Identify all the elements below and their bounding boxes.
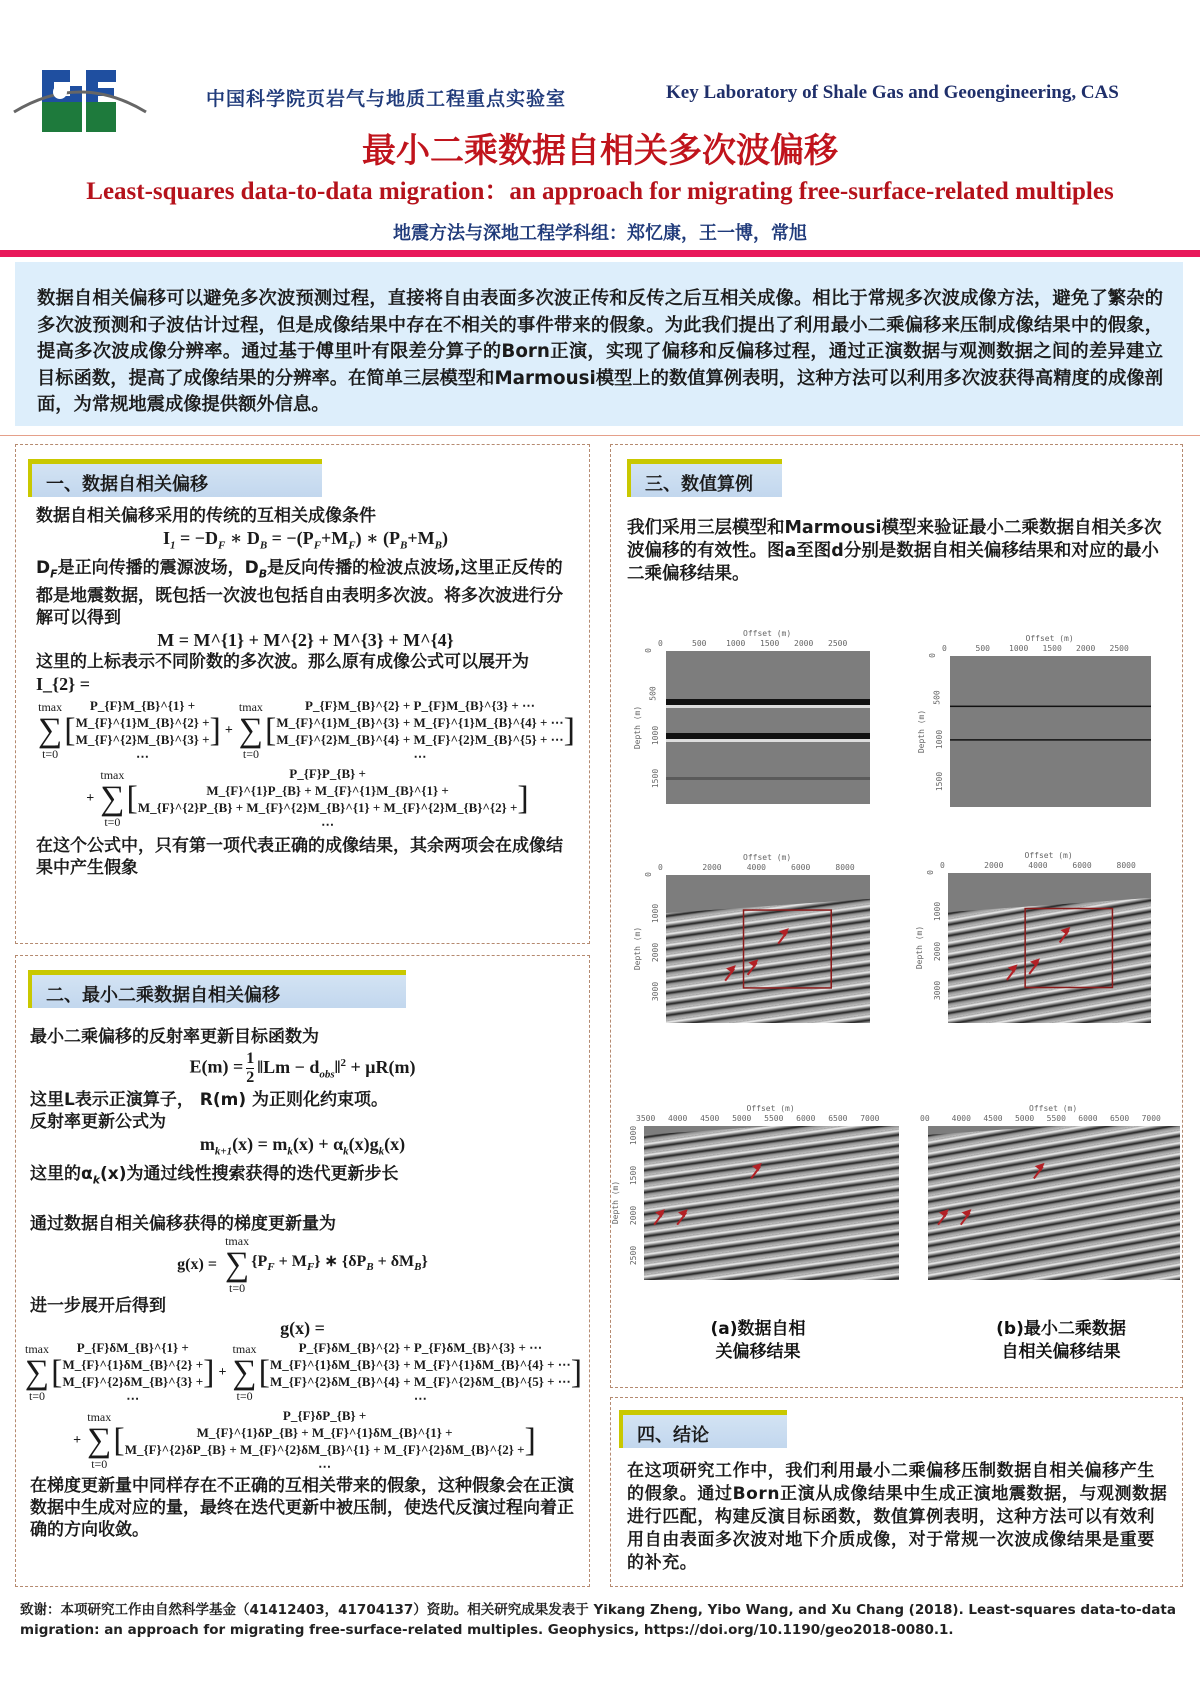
equation-term-line: M_{F}^{2}P_{B} + M_{F}^{2}M_{B}^{1} + M_{F}^{2}M_{B}^{2} + bbox=[137, 799, 518, 815]
x-tick-label: 6000 bbox=[1072, 861, 1092, 870]
reflector-line bbox=[666, 699, 870, 705]
x-tick-label: 7000 bbox=[860, 1114, 880, 1123]
caption-a: (a)数据自相 关偏移结果 bbox=[710, 1319, 806, 1362]
s1-sum-row-1: tmax ∑ t=0 [ P_{F}M_{B}^{1} + M_{F}^{1}M_{B}^{2} + M_{F}^{2}M_{B}^{3} + ⋯ ] + tmax ∑ t=0 [ P_{F}M_{B}^{2} + P_{F}M_{B}^{3} + ⋯ M_{F}^{1}M_{B}^{3} + M_{F}^{1}M_{B}^{4} + ⋯ M_{F}^{2}M_{B}^{4} + M_{F}^{2}M_{B}^{5} + ⋯ ⋯ ] bbox=[38, 697, 575, 764]
y-tick-label: 0 bbox=[643, 648, 653, 653]
equation-term-line: M_{F}^{2}δM_{B}^{3} + bbox=[62, 1373, 204, 1389]
equation-term-line: M_{F}^{2}M_{B}^{3} + bbox=[75, 731, 210, 747]
equation-term-line: P_{F}M_{B}^{1} + bbox=[89, 697, 196, 713]
y-tick-label: 1000 bbox=[629, 1126, 639, 1146]
y-tick-label: 2000 bbox=[651, 942, 661, 963]
s1-sum-row-2: + tmax ∑ t=0 [ P_{F}P_{B} + M_{F}^{1}P_{B} + M_{F}^{1}M_{B}^{1} + M_{F}^{2}P_{B} + M_{F}^{2}M_{B}^{1} + M_{F}^{2}M_{B}^{2} + ⋯ ] bbox=[86, 765, 529, 832]
equation-term-line: ⋯ bbox=[413, 1390, 427, 1406]
section-divider bbox=[0, 435, 1200, 436]
x-tick-label: 1500 bbox=[1042, 644, 1062, 653]
x-tick-label: 4000 bbox=[951, 1114, 971, 1123]
arrow-icon bbox=[1029, 960, 1038, 974]
section-1-heading: 一、数据自相关偏移 bbox=[28, 459, 322, 497]
x-axis-label: Offset (m) bbox=[1025, 634, 1074, 643]
s1-eq-i1: $I_1 = -D_F$ ∗ $D_B = -(P_F+M_F)$ ∗ $(P_B+M_B)$ bbox=[163, 528, 448, 552]
x-tick-label: 0 bbox=[658, 639, 663, 648]
x-tick-label: 5000 bbox=[1014, 1114, 1035, 1123]
equation-term-line: ⋯ bbox=[136, 748, 150, 764]
s2-sum-row-1: tmax ∑ t=0 [ P_{F}δM_{B}^{1} + M_{F}^{1}δM_{B}^{2} + M_{F}^{2}δM_{B}^{3} + ⋯ ] + tmax ∑ t=0 [ P_{F}δM_{B}^{2} + P_{F}δM_{B}^{3} + ⋯ M_{F}^{1}δM_{B}^{3} + M_{F}^{1}δM_{B}^{4} + ⋯ M_{F}^{2}δM_{B}^{4} + M_{F}^{2}δM_{B}^{5} + ⋯ ⋯ ] bbox=[24, 1339, 583, 1406]
sum-icon: tmax ∑ t=0 bbox=[87, 1409, 112, 1471]
equation-term-line: M_{F}^{1}M_{B}^{2} + bbox=[75, 714, 210, 730]
x-tick-label: 0 bbox=[658, 863, 663, 872]
acknowledgement: 致谢：本项研究工作由自然科学基金（41412403，41704137）资助。相关研究成果发表于 Yikang Zheng, Yibo Wang, and Xu Chang (2018). Least-squares data-to-data migration: an approach for migrating free-surface-related multiples. Geophysics, https://doi.org/10.1190/geo2018-0080.1. bbox=[20, 1602, 1176, 1638]
equation-term-line: P_{F}M_{B}^{2} + P_{F}M_{B}^{3} + ⋯ bbox=[305, 697, 536, 713]
x-axis-label: Offset (m) bbox=[743, 629, 792, 638]
y-tick-label: 0 bbox=[925, 870, 935, 875]
equation-term-line: P_{F}δM_{B}^{2} + P_{F}δM_{B}^{3} + ⋯ bbox=[298, 1339, 543, 1355]
equation-term-line: M_{F}^{1}M_{B}^{3} + M_{F}^{1}M_{B}^{4} + ⋯ bbox=[276, 714, 564, 730]
sum-icon: tmax ∑ t=0 bbox=[224, 1233, 250, 1295]
y-axis-label: Depth (m) bbox=[915, 925, 925, 970]
x-tick-label: 3500 bbox=[636, 1114, 656, 1123]
arrow-icon bbox=[1007, 966, 1016, 980]
caption-b: (b)最小二乘数据 自相关偏移结果 bbox=[996, 1319, 1126, 1362]
y-tick-label: 3000 bbox=[651, 981, 661, 1001]
y-axis-label: Depth (m) bbox=[633, 926, 643, 971]
s2-sum-c bbox=[125, 1407, 525, 1475]
authors: 地震方法与深地工程学科组：郑忆康，王一博，常旭 bbox=[393, 223, 807, 244]
s2-paragraph: 最小二乘偏移的反射率更新目标函数为 bbox=[30, 1027, 319, 1047]
equation-term-line: M_{F}^{2}M_{B}^{4} + M_{F}^{2}M_{B}^{5} + ⋯ bbox=[276, 731, 564, 747]
x-tick-label: 2000 bbox=[794, 639, 814, 648]
equation-term-line: M_{F}^{2}δM_{B}^{4} + M_{F}^{2}δM_{B}^{5} + ⋯ bbox=[270, 1373, 571, 1389]
s1-paragraph: 在这个公式中，只有第一项代表正确的成像结果，其余两项会在成像结果中产生假象 bbox=[36, 835, 563, 878]
arrow-icon bbox=[725, 967, 734, 981]
reflector-line bbox=[950, 739, 1151, 741]
s2-paragraph: 在梯度更新量中同样存在不正确的互相关带来的假象，这种假象会在正演数据中生成对应的量，最终在迭代更新中被压制，使迭代反演过程向着正确的方向收敛。 bbox=[30, 1475, 574, 1540]
x-tick-label: 500 bbox=[975, 644, 990, 653]
equation-term-line: P_{F}δM_{B}^{1} + bbox=[76, 1339, 189, 1355]
y-tick-label: 2000 bbox=[933, 941, 943, 962]
x-axis-label: Offset (m) bbox=[1029, 1104, 1078, 1113]
x-tick-label: 2000 bbox=[984, 861, 1004, 870]
s1-paragraph: 这里的上标表示不同阶数的多次波。那么原有成像公式可以展开为 bbox=[36, 651, 529, 672]
x-tick-label: 0 bbox=[942, 644, 947, 653]
x-tick-label: 5500 bbox=[1046, 1114, 1066, 1123]
x-tick-label: 500 bbox=[692, 639, 707, 648]
y-tick-label: 0 bbox=[927, 653, 937, 658]
arrow-icon bbox=[748, 961, 757, 975]
arrow-icon bbox=[654, 1211, 663, 1225]
arrow-icon bbox=[1034, 1165, 1043, 1179]
s4-paragraph: 在这项研究工作中，我们利用最小二乘偏移压制数据自相关偏移产生的假象。通过Born正演从成像结果中生成正演地震数据，与观测数据进行匹配，构建反演目标函数，数值算例表明，这种方法可以有效利用自由表面多次波对地下介质成像，对于常规一次波成像结果是重要的补充。 bbox=[627, 1461, 1168, 1573]
header-divider bbox=[0, 250, 1200, 257]
x-tick-label: 1000 bbox=[726, 639, 746, 648]
y-tick-label: 0 bbox=[643, 872, 653, 877]
x-tick-label: 4500 bbox=[983, 1114, 1003, 1123]
x-tick-label: 8000 bbox=[835, 863, 855, 872]
arrow-icon bbox=[751, 1165, 760, 1179]
reflector-sidelobe bbox=[666, 739, 870, 742]
x-axis-label: Offset (m) bbox=[1024, 851, 1073, 860]
x-tick-label: 7000 bbox=[1141, 1114, 1161, 1123]
poster-title-cn: 最小二乘数据自相关多次波偏移 bbox=[362, 131, 838, 171]
x-tick-label: 2000 bbox=[702, 863, 722, 872]
x-tick-label: 00 bbox=[920, 1114, 930, 1123]
x-tick-label: 1000 bbox=[1009, 644, 1029, 653]
x-tick-label: 1500 bbox=[760, 639, 780, 648]
s2-eq-g: g(x) = bbox=[280, 1317, 325, 1338]
equation-term-line: P_{F}δP_{B} + bbox=[282, 1407, 367, 1423]
y-tick-label: 2500 bbox=[629, 1245, 639, 1266]
section-2-box bbox=[15, 955, 590, 1587]
s1-eq-m: M = M^{1} + M^{2} + M^{3} + M^{4} bbox=[157, 629, 454, 650]
lab-name-en: Key Laboratory of Shale Gas and Geoengineering, CAS bbox=[666, 82, 1119, 103]
highlight-box bbox=[1025, 909, 1112, 988]
equation-term-line: M_{F}^{1}δP_{B} + M_{F}^{1}δM_{B}^{1} + bbox=[196, 1424, 453, 1440]
arrow-icon bbox=[938, 1211, 947, 1225]
reflector-line bbox=[666, 733, 870, 739]
y-axis-label: Depth (m) bbox=[633, 705, 643, 749]
arrow-icon bbox=[1060, 929, 1069, 943]
y-tick-label: 500 bbox=[648, 685, 658, 701]
s1-paragraph: $D_F$是正向传播的震源波场，$D_B$是反向传播的检波点波场,这里正反传的都是地震数据，既包括一次波也包括自由表明多次波。将多次波进行分解可以得到 bbox=[36, 557, 563, 628]
x-tick-label: 5000 bbox=[732, 1114, 752, 1123]
arrow-icon bbox=[677, 1211, 686, 1225]
equation-term-line: ⋯ bbox=[321, 816, 335, 832]
seismic-image-2 bbox=[666, 875, 870, 1023]
s2-sum-a bbox=[62, 1339, 203, 1407]
x-tick-label: 2500 bbox=[1109, 644, 1129, 653]
y-tick-label: 1000 bbox=[651, 903, 661, 924]
y-tick-label: 1000 bbox=[651, 725, 661, 746]
abstract: 数据自相关偏移可以避免多次波预测过程，直接将自由表面多次波正传和反传之后互相关成像。相比于常规多次波成像方法，避免了繁杂的多次波预测和子波估计过程，但是成像结果中存在不相关的事件带来的假象。为此我们提出了利用最小二乘偏移来压制成像结果中的假象，提高多次波成像分辨率。通过基于傅里叶有限差分算子的Born正演，实现了偏移和反偏移过程，通过正演数据与观测数据之间的差异建立目标函数，提高了成像结果的分辨率。在简单三层模型和Marmousi模型上的数值算例表明，这种方法可以利用多次波获得高精度的成像剖面，为常规地震成像提供额外信息。 bbox=[15, 262, 1183, 426]
arrow-icon bbox=[778, 930, 787, 944]
y-tick-label: 2000 bbox=[629, 1206, 639, 1226]
x-tick-label: 2500 bbox=[828, 639, 848, 648]
equation-term-line: ⋯ bbox=[318, 1458, 332, 1474]
s2-eq-gradient: g(x) = tmax ∑ t=0 $\{P_F + M_F\}$ ∗ $\{\delta P_B + \delta M_B\}$ bbox=[177, 1233, 428, 1295]
x-tick-label: 4000 bbox=[668, 1114, 688, 1123]
s3-paragraph: 我们采用三层模型和Marmousi模型来验证最小二乘数据自相关多次波偏移的有效性。图a至图d分别是数据自相关偏移结果和对应的最小二乘偏移结果。 bbox=[627, 518, 1162, 584]
s2-paragraph: 反射率更新公式为 bbox=[30, 1112, 166, 1132]
s1-eq-i2: I_{2} = bbox=[36, 673, 90, 694]
equation-term-line: ⋯ bbox=[413, 748, 427, 764]
section-4-heading: 四、结论 bbox=[619, 1410, 787, 1448]
y-tick-label: 1500 bbox=[651, 768, 661, 788]
equation-term-line: M_{F}^{1}P_{B} + M_{F}^{1}M_{B}^{1} + bbox=[206, 782, 449, 798]
s1-sum-c bbox=[138, 765, 518, 833]
x-tick-label: 6000 bbox=[791, 863, 811, 872]
section-3-heading: 三、数值算例 bbox=[627, 459, 782, 497]
y-tick-label: 1500 bbox=[629, 1166, 639, 1186]
seismic-image-3 bbox=[948, 873, 1151, 1023]
s2-sum-b bbox=[270, 1339, 571, 1407]
reflector-line bbox=[950, 706, 1151, 708]
x-tick-label: 6000 bbox=[1078, 1114, 1098, 1123]
reflector-line bbox=[666, 777, 870, 780]
sum-icon: tmax ∑ t=0 bbox=[232, 1341, 257, 1403]
x-tick-label: 4000 bbox=[746, 863, 766, 872]
s2-paragraph: 这里L表示正演算子， R(m) 为正则化约束项。 bbox=[30, 1090, 389, 1110]
y-tick-label: 500 bbox=[932, 690, 942, 705]
y-tick-label: 1000 bbox=[935, 729, 945, 750]
sum-icon: tmax ∑ t=0 bbox=[38, 699, 63, 761]
x-tick-label: 6500 bbox=[828, 1114, 848, 1123]
arrow-icon bbox=[961, 1211, 970, 1225]
seismic-image-1 bbox=[950, 656, 1151, 807]
x-tick-label: 8000 bbox=[1116, 861, 1136, 870]
s2-eq-update: $m_{k+1}(x) = m_k(x) + \alpha_k(x)g_k(x)$ bbox=[199, 1134, 406, 1158]
equation-term-line: M_{F}^{2}δP_{B} + M_{F}^{2}δM_{B}^{1} + M_{F}^{2}δM_{B}^{2} + bbox=[124, 1441, 525, 1457]
highlight-box bbox=[744, 910, 832, 988]
sum-icon: tmax ∑ t=0 bbox=[24, 1341, 50, 1403]
section-4-box bbox=[610, 1397, 1183, 1587]
x-axis-label: Offset (m) bbox=[743, 853, 792, 862]
s2-eq-objective: E(m) = $\frac{1}{2}$ ‖Lm − $d_{obs}‖^2 + \mu R(m)$ bbox=[189, 1050, 416, 1086]
s1-sum-a bbox=[76, 697, 210, 765]
reflector-sidelobe bbox=[666, 705, 870, 708]
x-tick-label: 6000 bbox=[796, 1114, 816, 1123]
equation-term-line: M_{F}^{1}δM_{B}^{3} + M_{F}^{1}δM_{B}^{4} + ⋯ bbox=[270, 1356, 571, 1372]
y-tick-label: 1500 bbox=[935, 771, 945, 791]
s2-sum-row-2: + tmax ∑ t=0 [ P_{F}δP_{B} + M_{F}^{1}δP_{B} + M_{F}^{1}δM_{B}^{1} + M_{F}^{2}δP_{B} + M_{F}^{2}δM_{B}^{1} + M_{F}^{2}δM_{B}^{2} + ⋯ ] bbox=[73, 1407, 536, 1474]
y-tick-label: 3000 bbox=[933, 981, 943, 1001]
y-axis-label: Depth (m) bbox=[917, 709, 927, 753]
section-1-box bbox=[15, 444, 590, 944]
sum-icon: tmax ∑ t=0 bbox=[238, 699, 264, 761]
equation-term-line: P_{F}P_{B} + bbox=[289, 765, 366, 781]
x-tick-label: 6500 bbox=[1109, 1114, 1130, 1123]
s2-paragraph: 这里的$\alpha_k(x)$为通过线性搜索获得的迭代更新步长 bbox=[30, 1163, 399, 1186]
s2-paragraph: 进一步展开后得到 bbox=[30, 1295, 166, 1316]
section-2-heading: 二、最小二乘数据自相关偏移 bbox=[28, 970, 406, 1008]
x-tick-label: 2000 bbox=[1076, 644, 1096, 653]
s1-paragraph: 数据自相关偏移采用的传统的互相关成像条件 bbox=[36, 506, 376, 526]
equation-term-line: ⋯ bbox=[126, 1390, 140, 1406]
seismic-image-5 bbox=[928, 1126, 1180, 1280]
x-tick-label: 4500 bbox=[700, 1114, 720, 1123]
s1-sum-b bbox=[276, 697, 563, 765]
x-tick-label: 0 bbox=[940, 861, 945, 870]
seismic-image-0 bbox=[666, 651, 870, 804]
s2-paragraph: 通过数据自相关偏移获得的梯度更新量为 bbox=[30, 1213, 336, 1234]
x-tick-label: 4000 bbox=[1028, 861, 1048, 870]
y-tick-label: 1000 bbox=[933, 902, 943, 922]
lab-name-cn: 中国科学院页岩气与地质工程重点实验室 bbox=[206, 88, 567, 110]
seismic-image-4 bbox=[644, 1126, 899, 1280]
poster-title-en: Least-squares data-to-data migration：an approach for migrating free-surface-related multiples bbox=[86, 178, 1114, 205]
y-axis-label: Depth (m) bbox=[611, 1180, 621, 1225]
sum-icon: tmax ∑ t=0 bbox=[100, 767, 125, 829]
x-tick-label: 5500 bbox=[764, 1114, 784, 1123]
equation-term-line: M_{F}^{1}δM_{B}^{2} + bbox=[62, 1356, 204, 1372]
x-axis-label: Offset (m) bbox=[746, 1104, 795, 1113]
